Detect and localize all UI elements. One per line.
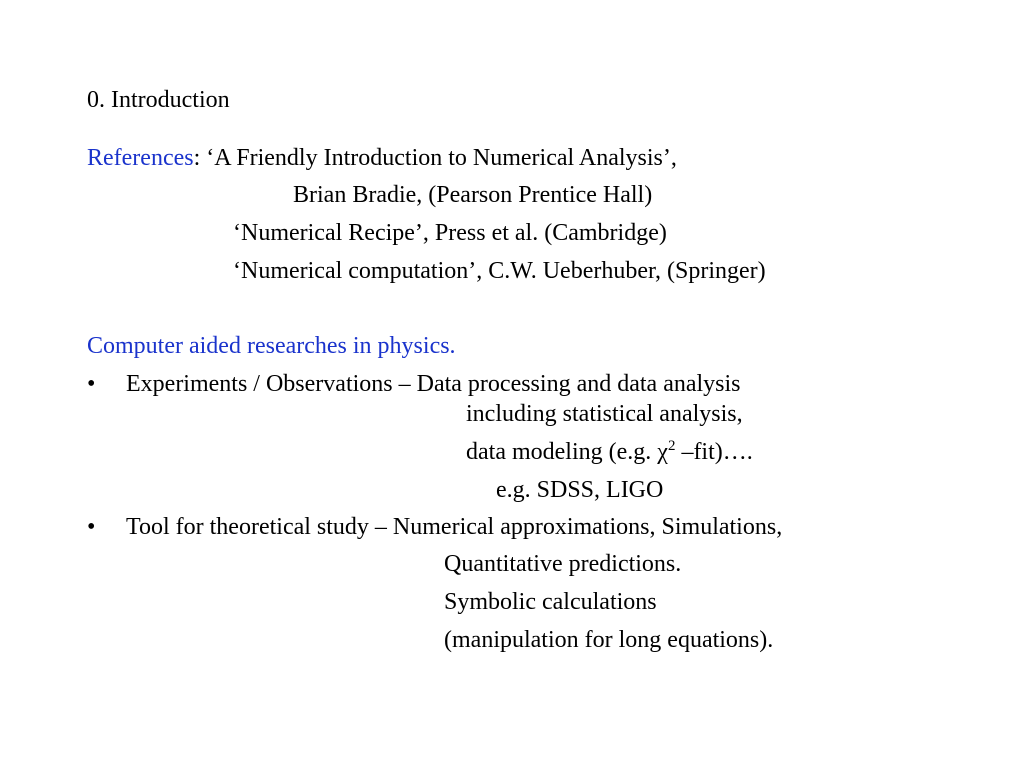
bullet-1-sub-1: including statistical analysis, — [466, 401, 743, 427]
bullet-1-sub-2-suffix: –fit)…. — [675, 439, 753, 465]
bullet-1-sub-2-prefix: data modeling (e.g. — [466, 439, 658, 465]
reference-1-author: Brian Bradie, (Pearson Prentice Hall) — [293, 182, 653, 208]
references-label: References — [87, 145, 194, 171]
section-heading: Computer aided researches in physics. — [87, 333, 456, 359]
bullet-2-sub-3: (manipulation for long equations). — [444, 627, 774, 653]
chi-superscript: 2 — [667, 438, 676, 454]
reference-1-title: ‘A Friendly Introduction to Numerical Analysis’, — [206, 145, 677, 171]
slide-title: 0. Introduction — [87, 87, 230, 113]
bullet-1-main: Experiments / Observations – Data processing and data analysis — [126, 371, 741, 397]
references-colon: : — [193, 145, 207, 171]
reference-3: ‘Numerical computation’, C.W. Ueberhuber, (Springer) — [233, 258, 766, 284]
bullet-1-sub-3: e.g. SDSS, LIGO — [496, 477, 664, 503]
reference-2: ‘Numerical Recipe’, Press et al. (Cambridge) — [233, 220, 667, 246]
bullet-marker: • — [87, 371, 96, 397]
bullet-1-sub-2 — [466, 438, 753, 466]
bullet-marker: • — [87, 514, 96, 540]
references-line-1 — [87, 144, 677, 172]
bullet-2-main: Tool for theoretical study – Numerical approximations, Simulations, — [126, 514, 783, 540]
bullet-2-sub-1: Quantitative predictions. — [444, 551, 682, 577]
chi-symbol: χ — [657, 439, 668, 465]
bullet-2-sub-2: Symbolic calculations — [444, 589, 657, 615]
